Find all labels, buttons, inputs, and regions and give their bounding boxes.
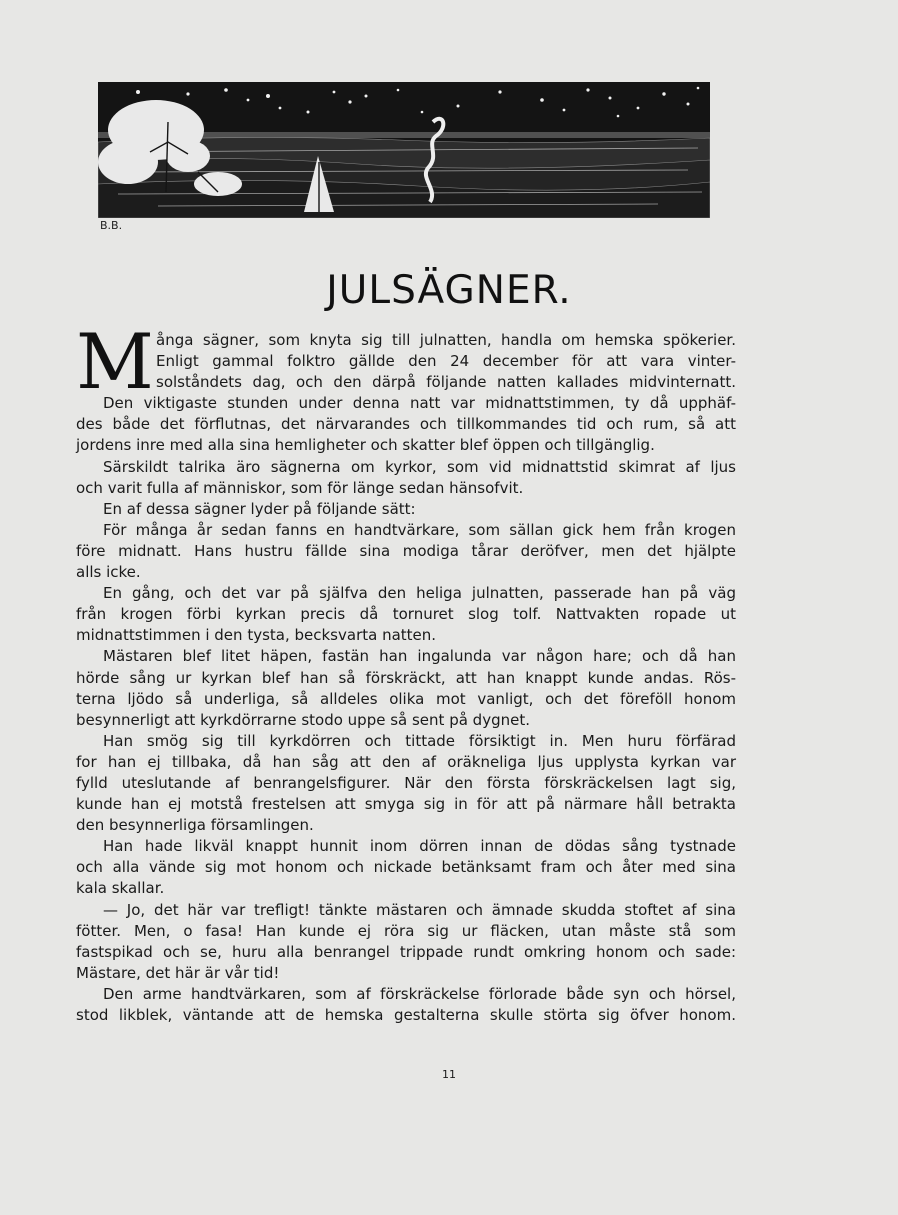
text-line: midnattstimmen i den tysta, becksvarta natten.	[76, 626, 437, 645]
text-line: Mästare, det här är vår tid!	[76, 963, 280, 982]
text-line: och varit fulla af människor, som för länge sedan hänsofvit.	[76, 478, 524, 497]
text-line: En af dessa sägner lyder på följande sätt:	[103, 499, 416, 518]
text-line: kala skallar.	[76, 879, 165, 898]
body-text	[76, 317, 736, 1026]
text-line: För många år sedan fanns en handtvärkare, som sällan gick hem från krogen	[103, 520, 736, 539]
text-line: besynnerligt att kyrkdörrarne stodo uppe så sent på dygnet.	[76, 710, 530, 729]
text-line: Mästaren blef litet häpen, fastän han ingalunda var någon hare; och då han	[103, 647, 736, 666]
text-line: Han smög sig till kyrkdörren och tittade försiktigt in. Men huru förfärad	[103, 731, 736, 750]
night-landscape-icon	[98, 82, 710, 218]
text-line: for han ej tillbaka, då han såg att den af oräkneliga ljus upplysta kyrkan var	[76, 752, 736, 771]
page-number: 11	[442, 1068, 456, 1081]
text-line: ånga sägner, som knyta sig till julnatten, handla om hemska spökerier.	[156, 331, 736, 349]
text-line: terna ljödo så underliga, så alldeles olika mot vanligt, och det föreföll honom	[76, 689, 736, 708]
text-line: fylld uteslutande af benrangelsfigurer. När den första förskräckelsen lagt sig,	[76, 773, 736, 792]
text-line: stod likblek, väntande att de hemska gestalterna skulle störta sig öfver honom.	[76, 1006, 736, 1024]
text-line: alls icke.	[76, 563, 141, 582]
text-line: des både det förflutnas, det närvarandes och tillkommandes tid och rum, så att	[76, 415, 736, 434]
text-line: solståndets dag, och den därpå följande natten kallades midvinternatt.	[156, 373, 736, 392]
text-line: från krogen förbi kyrkan precis då tornuret slog tolf. Nattvakten ropade ut	[76, 605, 736, 624]
text-line: jordens inre med alla sina hemligheter och skatter blef öppen och tillgänglig.	[76, 436, 655, 455]
text-line: kunde han ej motstå frestelsen att smyga sig in för att på närmare håll betrakta	[76, 795, 736, 814]
text-line: hörde sång ur kyrkan blef han så förskräckt, att han knappt kunde andas. Rös-	[76, 668, 736, 687]
artist-signature: B.B.	[100, 219, 123, 232]
text-line: fötter. Men, o fasa! Han kunde ej röra sig ur fläcken, utan måste stå som	[76, 921, 736, 940]
header-illustration	[98, 82, 710, 218]
text-line: Han hade likväl knappt hunnit inom dörren innan de dödas sång tystnade	[103, 837, 736, 856]
page-title: JULSÄGNER.	[326, 268, 572, 313]
text-line: och alla vände sig mot honom och nickade betänksamt fram och åter med sina	[76, 858, 736, 877]
text-line: En gång, och det var på själfva den heliga julnatten, passerade han på väg	[103, 584, 736, 603]
text-line: den besynnerliga församlingen.	[76, 816, 314, 835]
text-line: fastspikad och se, huru alla benrangel trippade rundt omkring honom och sade:	[76, 942, 736, 961]
text-line: Enligt gammal folktro gällde den 24 december för att vara vinter-	[156, 352, 736, 371]
text-line: Den arme handtvärkaren, som af förskräckelse förlorade både syn och hörsel,	[103, 984, 736, 1003]
text-line: före midnatt. Hans hustru fällde sina modiga tårar deröfver, men det hjälpte	[76, 541, 736, 560]
text-line: — Jo, det här var trefligt! tänkte mästaren och ämnade skudda stoftet af sina	[103, 900, 736, 919]
text-line: Den viktigaste stunden under denna natt var midnattstimmen, ty då upphäf-	[103, 394, 736, 413]
drop-cap: M	[76, 317, 154, 406]
text-line: Särskildt talrika äro sägnerna om kyrkor, som vid midnattstid skimrat af ljus	[103, 457, 736, 476]
